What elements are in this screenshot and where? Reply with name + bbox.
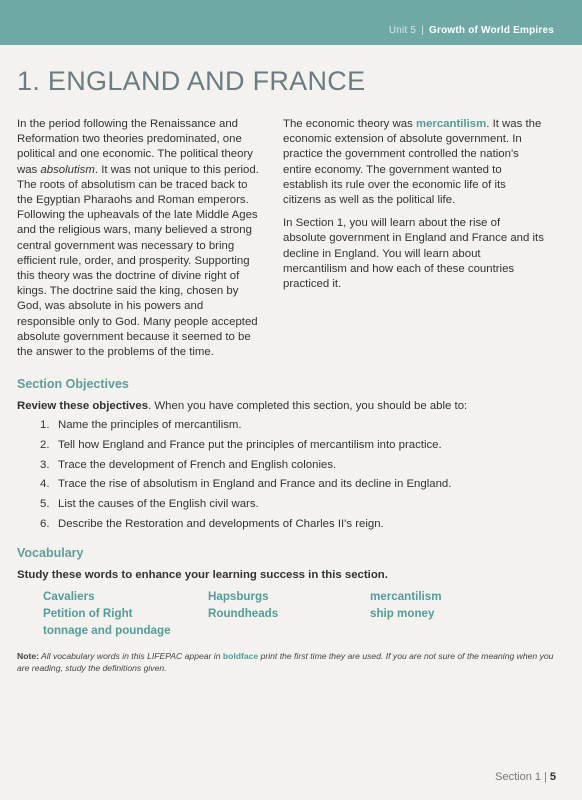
objective-text: Trace the development of French and English colonies. [58, 458, 337, 471]
intro-paragraph [283, 117, 545, 208]
vocabulary-heading: Vocabulary [17, 546, 84, 560]
header-band [0, 0, 582, 45]
objective-item [40, 419, 451, 439]
note-text: print the first time they are used. If you are not sure of the meaning when you are reading, study the definitions given. [17, 651, 554, 673]
unit-header [389, 25, 554, 36]
vocab-word: mercantilism [370, 590, 442, 603]
intro-right-column [283, 117, 545, 300]
vocab-word: Petition of Right [43, 607, 133, 620]
footer-separator: | [544, 771, 547, 783]
vocab-word: Hapsburgs [208, 590, 269, 603]
objective-number: 2. [40, 438, 50, 451]
unit-label: Unit 5 [388, 25, 417, 36]
objective-number: 5. [40, 498, 50, 511]
intro-left-column [17, 117, 260, 368]
objective-item [40, 498, 451, 518]
objective-item [40, 478, 451, 498]
intro-paragraph: In Section 1, you will learn about the rise of absolute government in England and France and its decline in England. You will learn about mercantilism and how each of these countries practiced it. [283, 217, 544, 291]
note-text: All vocabulary words in this LIFEPAC appear in [38, 651, 223, 661]
objective-item [40, 518, 451, 538]
lead-bold: Study these words to enhance your learning success in this section. [17, 569, 388, 581]
vocab-word: Cavaliers [43, 590, 95, 603]
objective-text: Tell how England and France put the principles of mercantilism into practice. [58, 438, 442, 451]
objective-number: 3. [40, 458, 50, 471]
header-separator: | [421, 25, 425, 36]
page-number: 5 [549, 771, 556, 783]
page-title: 1. ENGLAND AND FRANCE [17, 66, 366, 96]
objective-number: 4. [40, 478, 50, 491]
objective-text: Describe the Restoration and developments of Charles II's reign. [58, 517, 384, 530]
objective-text: Trace the rise of absolutism in England and France and its decline in England. [58, 478, 452, 491]
note [17, 651, 557, 674]
text-run: The economic theory was [283, 118, 416, 130]
page-footer [495, 771, 556, 783]
lead-rest: . When you have completed this section, you should be able to: [148, 400, 468, 412]
vocab-word: Roundheads [208, 607, 279, 620]
text-run: . It was not unique to this period. The roots of absolutism can be traced back to the Egyptian Pharaohs and Roman emperors. Following the upheavals of the late Middle Ages and the religious wars, many believed a strong central government was necessary to bring efficient rule, order, and prosperity. Supporting this theory was the doctrine of divine right of kings. The doctrine said the king, chosen by God, was absolute in his powers and responsible only to God. Many people accepted absolute government because it seemed to be the answer to the problems of the time. [17, 163, 259, 359]
vocabulary-lead [17, 569, 388, 581]
objective-number: 6. [40, 517, 50, 530]
vocab-word: ship money [370, 607, 435, 620]
objective-text: Name the principles of mercantilism. [58, 419, 242, 431]
note-boldface: boldface [222, 651, 259, 661]
objectives-list [40, 419, 451, 538]
objective-item [40, 439, 451, 459]
unit-title: Growth of World Empires [429, 25, 554, 36]
objectives-lead [17, 400, 467, 412]
lead-bold: Review these objectives [17, 400, 149, 412]
emphasis-term: absolutism [40, 163, 95, 176]
intro-paragraph [17, 117, 260, 360]
footer-section: Section 1 [495, 771, 542, 783]
section-objectives-heading: Section Objectives [17, 377, 129, 391]
objective-item [40, 459, 451, 479]
note-label: Note: [17, 651, 39, 661]
vocab-word: tonnage and poundage [43, 624, 171, 637]
text-run: In the period following the Renaissance and Reformation two theories predominated, one political and one economic. The political theory was [17, 118, 253, 176]
objective-number: 1. [40, 419, 50, 431]
text-run: . It was the economic extension of absolute government. In practice the government controlled the nation's entire economy. The government wanted to establish its rule over the economic life of its citizens as well as the political life. [283, 118, 542, 207]
vocab-term: mercantilism [415, 118, 487, 130]
objective-text: List the causes of the English civil wars. [58, 498, 259, 511]
